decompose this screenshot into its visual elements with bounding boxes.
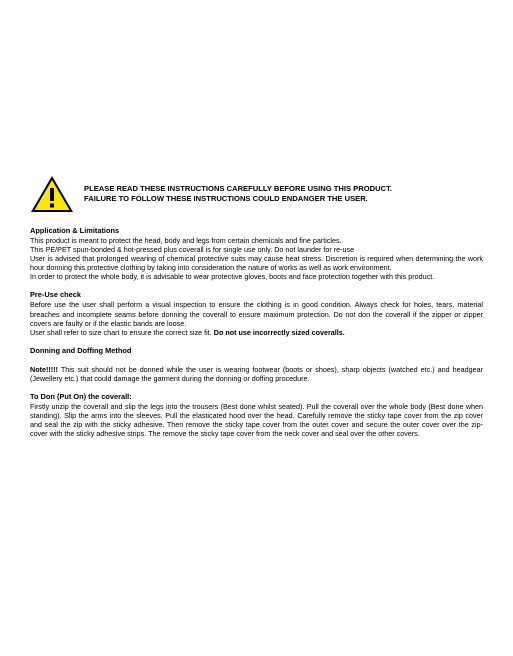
todon-section [30, 392, 483, 438]
application-section [30, 226, 483, 281]
warning-text [84, 184, 392, 204]
preuse-section [30, 290, 483, 336]
application-paragraph-3: User is advised that prolonged wearing of chemical protective suits may cause heat stress. Discretion is required when determining the work hour donning this protective clothing by taking into consideration the nature of works as well as work environment. [30, 254, 483, 273]
application-paragraph-2: This PE/PET spun-bonded & hot-pressed plus coverall is for single use only. Do not launder for re-use [30, 245, 355, 255]
note-text: This suit should not be donned while the user is wearing footwear (boots or shoes), sharp objects (watched etc.) and headgear (Jewellery etc.) that could damage the garment during the donning or doffing procedure. [30, 364, 483, 383]
warning-line-1: PLEASE READ THESE INSTRUCTIONS CAREFULLY BEFORE USING THIS PRODUCT. [84, 184, 392, 193]
donning-section [30, 346, 483, 356]
warning-block [30, 175, 483, 213]
note-paragraph [30, 365, 483, 383]
donning-heading: Donning and Doffing Method [30, 345, 132, 355]
preuse-paragraph-1: Before use the user shall perform a visual inspection to ensure the clothing is in good condition. Always check for holes, tears, material breaches and incomplete seams before donning the coverall to ensure maximum protection. Do not don the coverall if the zipper or zipper covers are faulty or if the elastic bands are loose. [30, 300, 483, 328]
todon-paragraph: Firstly unzip the coverall and slip the legs into the trousers (Best done whilst seated). Pull the coverall over the whole body (Best done when standing). Slip the arms into the sleeves. Pull the elasticated hood over the head. Carefully remove the sticky tape cover from the zip cover and seal the zip with the sticky adhesive. Then remove the sticky tape cover from the outer cover and secure the outer cover over the zip-cover with the sticky adhesive strips. The remove the sticky tape cover from the neck cover and seal over the other covers. [30, 402, 483, 439]
warning-line-2: FAILURE TO FOLLOW THESE INSTRUCTIONS COULD ENDANGER THE USER. [84, 194, 368, 203]
todon-heading: To Don (Put On) the coverall: [30, 392, 132, 402]
application-heading: Application & Limitations [30, 226, 120, 235]
application-paragraph-4: In order to protect the whole body, it is advisable to wear protective gloves, boots and face protection together with this product. [30, 272, 435, 282]
preuse-paragraph-2 [30, 328, 483, 337]
preuse-size-warning: Do not use incorrectly sized coveralls. [213, 327, 345, 337]
instruction-page [30, 175, 483, 447]
note-section [30, 365, 483, 383]
note-label: Note!!!!! [30, 364, 58, 374]
application-paragraph-1: This product is meant to protect the head, body and legs from certain chemicals and fine particles. [30, 236, 342, 245]
preuse-heading: Pre-Use check [30, 290, 81, 300]
warning-triangle-icon [30, 175, 74, 213]
preuse-size-text: User shall refer to size chart to ensure the correct size fit. [30, 327, 214, 337]
